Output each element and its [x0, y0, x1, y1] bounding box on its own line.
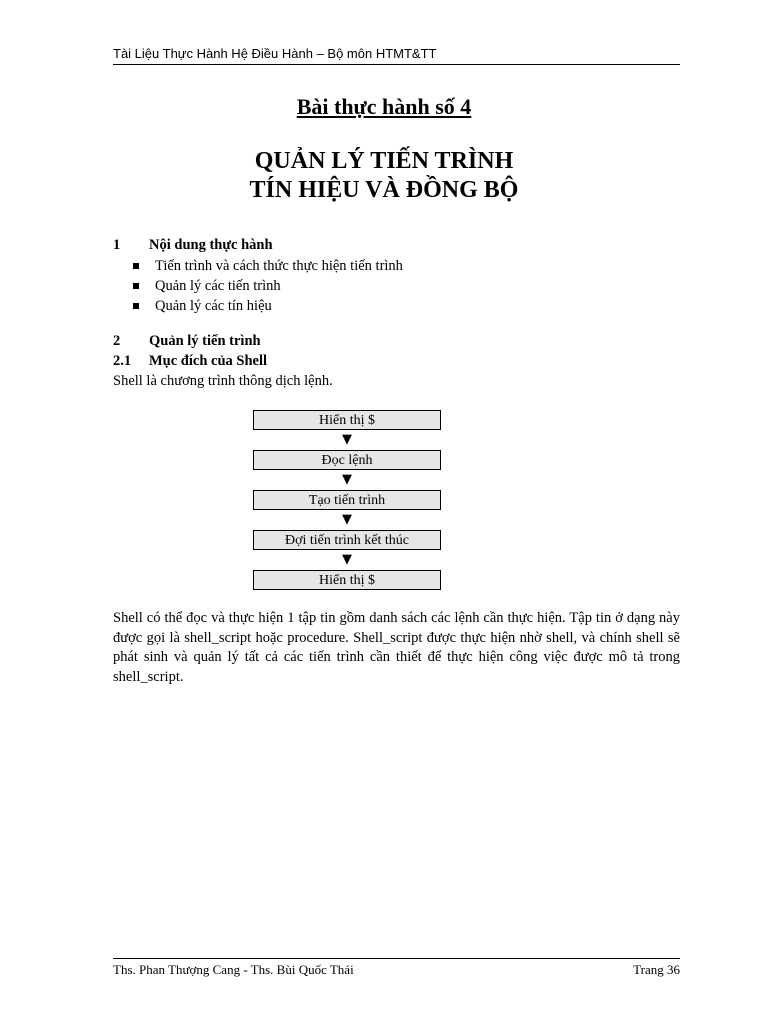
section-title: Mục đích của Shell — [149, 353, 268, 369]
list-item: Quản lý các tín hiệu — [133, 296, 403, 316]
lab-title — [0, 94, 768, 120]
lab-title-text: Bài thực hành số 4 — [296, 94, 472, 119]
flow-step: Tạo tiến trình — [253, 490, 441, 510]
list-item: Tiến trình và cách thức thực hiện tiến trình — [133, 256, 403, 276]
flow-step: Đọc lệnh — [253, 450, 441, 470]
section-title: Nội dung thực hành — [149, 237, 273, 253]
bullet-square-icon — [133, 263, 139, 269]
flow-step: Hiển thị $ — [253, 570, 441, 590]
section-title: Quản lý tiến trình — [149, 333, 261, 349]
section-number: 1 — [113, 237, 121, 253]
flow-step: Đợi tiến trình kết thúc — [253, 530, 441, 550]
intro-text: Shell là chương trình thông dịch lệnh. — [113, 373, 333, 389]
main-title-line1: QUẢN LÝ TIẾN TRÌNH — [254, 148, 514, 174]
section-number: 2.1 — [113, 353, 132, 369]
page-footer — [113, 958, 680, 978]
down-arrow-icon: ▼ — [342, 512, 352, 527]
main-title-line2: TÍN HIỆU VÀ ĐỒNG BỘ — [249, 177, 519, 203]
main-title — [0, 147, 768, 205]
list-item: Quản lý các tiến trình — [133, 276, 403, 296]
flow-step: Hiển thị $ — [253, 410, 441, 430]
bullet-square-icon — [133, 303, 139, 309]
shell-flowchart — [253, 410, 441, 590]
down-arrow-icon: ▼ — [342, 432, 352, 447]
page-number: Trang 36 — [633, 962, 680, 977]
body-paragraph: Shell có thể đọc và thực hiện 1 tập tin gồm danh sách các lệnh cần thực hiện. Tập tin ở dạng này được gọi là shell_script hoặc procedure. Shell_script được thực hiện nhờ shell, và chính shell sẽ phát sinh và quản lý tất cả các tiến trình cần thiết để thực hiện công việc được mô tả trong shell_script. — [113, 610, 680, 685]
section-heading-2 — [113, 333, 261, 350]
section-heading-1 — [113, 237, 273, 254]
down-arrow-icon: ▼ — [342, 552, 352, 567]
section-heading-2-1 — [113, 353, 267, 370]
content-list — [133, 256, 403, 316]
down-arrow-icon: ▼ — [342, 472, 352, 487]
page-header: Tài Liệu Thực Hành Hệ Điều Hành – Bộ môn HTMT&TT — [113, 46, 680, 65]
bullet-square-icon — [133, 283, 139, 289]
section-number: 2 — [113, 333, 121, 349]
footer-authors: Ths. Phan Thượng Cang - Ths. Bùi Quốc Thái — [113, 962, 354, 977]
